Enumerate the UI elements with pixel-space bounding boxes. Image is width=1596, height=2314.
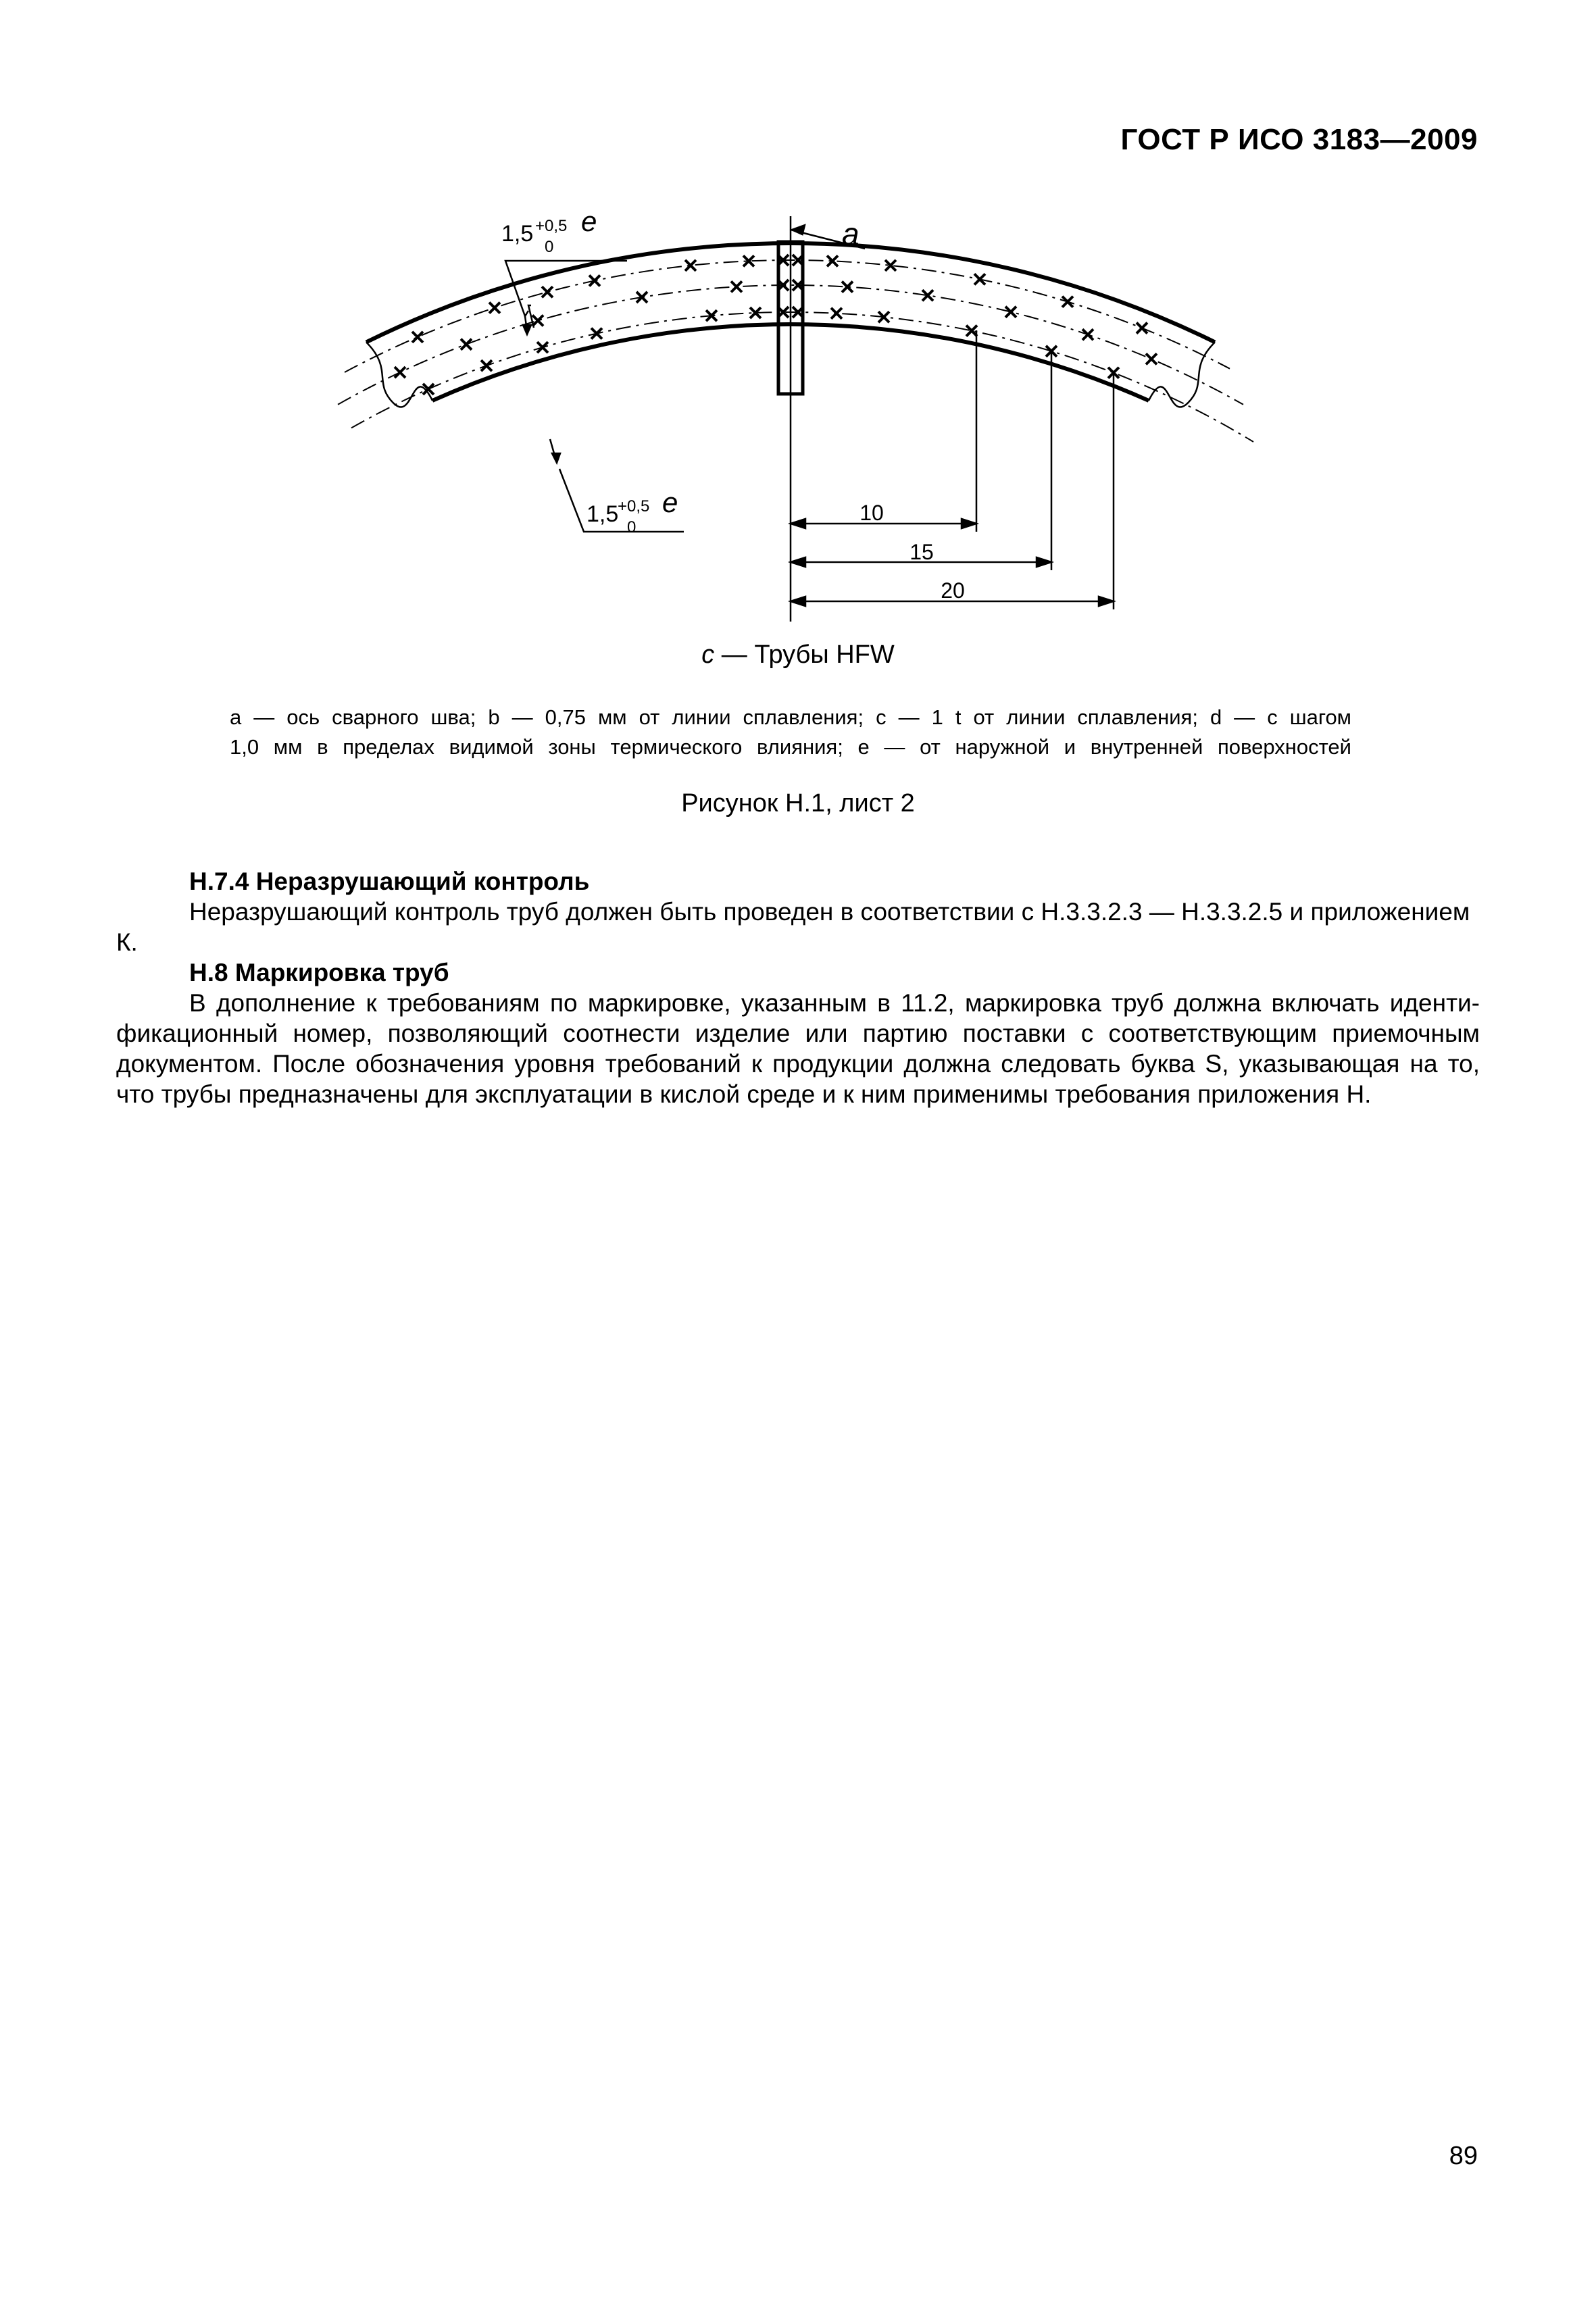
middle-traverse-mark — [1146, 353, 1157, 364]
section-h8-title: Н.8 Маркировка труб — [189, 959, 449, 986]
subcaption-letter: c — [701, 640, 715, 669]
body-text — [116, 866, 1480, 1109]
dim-10-arrow-left — [791, 519, 805, 528]
diagram-svg — [324, 189, 1257, 649]
section-h74-title: Н.7.4 Неразрушающий контроль — [189, 867, 590, 895]
dimension-20: 20 — [941, 578, 965, 603]
outer-traverse-mark — [974, 274, 985, 284]
lower-tolerance-letter: e — [662, 486, 678, 518]
dimension-10: 10 — [859, 501, 884, 525]
inner-traverse-mark — [966, 326, 977, 336]
inner-traverse-mark — [481, 360, 492, 371]
middle-traverse-mark — [395, 367, 405, 378]
section-h8-line-1: В дополнение к требованиям по маркировке, указанным в 11.2, маркировка труб должна включать иденти- — [189, 989, 1480, 1017]
outer-traverse-mark — [412, 332, 423, 343]
figure-legend-line-2: 1,0 мм в пределах видимой зоны термического влияния; e — от наружной и внутренней поверхностей — [230, 735, 1351, 759]
outer-traverse-mark — [1137, 323, 1147, 334]
section-h8-line-4: что трубы предназначены для эксплуатации в кислой среде и к ним применимы требования приложения Н. — [116, 1080, 1372, 1108]
inner-traverse-mark — [831, 308, 842, 319]
weld-axis-arrow — [791, 224, 805, 235]
upper-tolerance-arrow — [523, 325, 531, 334]
page-number: 89 — [1449, 2142, 1478, 2170]
middle-traverse-mark — [532, 316, 543, 326]
middle-traverse-mark — [461, 339, 472, 350]
dimension-15: 15 — [909, 540, 934, 564]
figure-title: Рисунок Н.1, лист 2 — [681, 789, 915, 818]
right-break-line — [1149, 342, 1215, 407]
lower-tolerance-upper: +0,5 — [618, 497, 650, 515]
outer-traverse-mark — [685, 260, 696, 271]
lower-tolerance-lower: 0 — [627, 518, 637, 536]
outer-traverse-mark — [489, 303, 500, 313]
dim-20-arrow-left — [791, 597, 805, 606]
weld-hardness-diagram — [324, 189, 1257, 649]
upper-tolerance-upper: +0,5 — [535, 217, 568, 235]
section-h8-line-3: документом. После обозначения уровня требований к продукции должна следовать буква S, указывающая на то, — [116, 1050, 1480, 1078]
inner-traverse-mark — [591, 328, 602, 339]
upper-tolerance-value: 1,5 — [501, 221, 534, 247]
upper-tolerance-lower: 0 — [545, 238, 554, 256]
middle-traverse-mark — [1082, 329, 1093, 340]
dim-15-arrow-right — [1037, 557, 1051, 567]
dim-10-arrow-right — [962, 519, 976, 528]
middle-traverse-mark — [842, 282, 853, 293]
weld-axis-label: a — [842, 216, 859, 251]
dim-15-arrow-left — [791, 557, 805, 567]
middle-traverse-mark — [1005, 307, 1016, 318]
middle-traverse-mark — [731, 281, 742, 292]
figure-legend-line-1: a — ось сварного шва; b — 0,75 мм от линии сплавления; c — 1 t от линии сплавления; d — с шагом — [230, 705, 1351, 729]
subcaption-text: — Трубы HFW — [714, 640, 895, 669]
section-h74-text: Неразрушающий контроль труб должен быть проведен в соответствии с Н.3.3.2.3 — Н.3.3.2.5 и приложением К. — [116, 898, 1470, 956]
outer-traverse-mark — [542, 286, 553, 297]
lower-tolerance-arrow — [552, 453, 560, 463]
inner-traverse-mark — [537, 342, 548, 353]
outer-traverse-mark — [589, 275, 600, 286]
outer-traverse-mark — [827, 255, 838, 266]
section-h8-line-2: фикационный номер, позволяющий соотнести изделие или партию поставки с соответствующим приемочным — [116, 1020, 1480, 1047]
upper-tolerance-letter: e — [581, 205, 597, 237]
figure-subcaption — [0, 640, 1596, 670]
document-header: ГОСТ Р ИСО 3183—2009 — [1120, 123, 1478, 156]
lower-tolerance-value: 1,5 — [587, 501, 619, 527]
dim-20-arrow-right — [1099, 597, 1114, 606]
outer-traverse-mark — [1062, 297, 1073, 307]
